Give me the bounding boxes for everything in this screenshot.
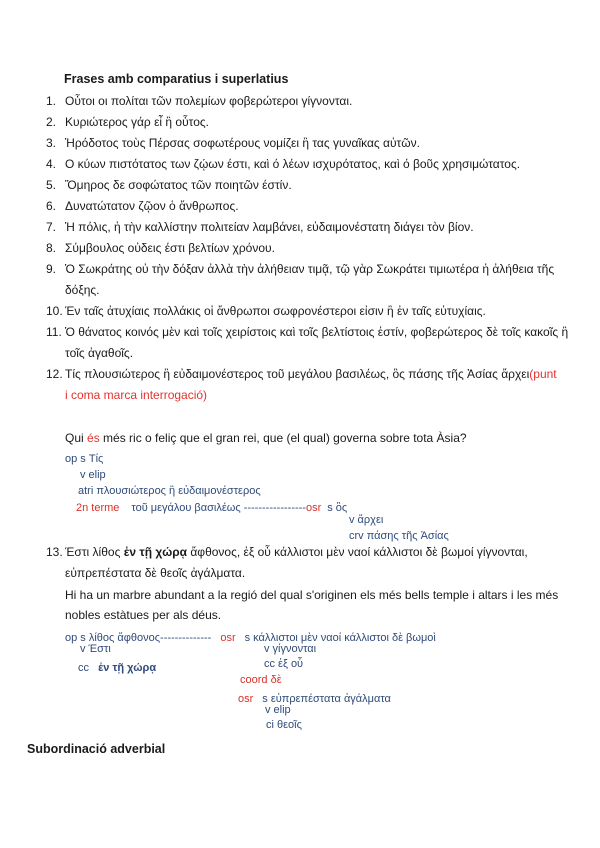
item-text: Έν ταῖς ἀτυχίαις πολλάκις οἱ ἄνθρωποι σωφρονέστεροι εἰσιν ἢ ἐν ταῖς εὐτυχίαις.: [65, 304, 486, 318]
translation-text: més ric o feliç que el gran rei, que (el qual) governa sobre tota Àsia?: [99, 431, 467, 445]
syntax-line: ci θεοῖς: [266, 719, 302, 731]
item-greek-bold: ἐν τῇ χώρᾳ: [123, 545, 188, 559]
syntax-text-bold: ἐν τῇ χώρᾳ: [98, 662, 157, 674]
syntax-line: op s Τίς: [65, 453, 104, 465]
syntax-text: op s λίθος ἄφθονος--------------: [65, 632, 212, 644]
syntax-text: τοῦ μεγάλου βασιλέως -----------------: [131, 502, 306, 514]
item-number: 12.: [46, 367, 63, 381]
item-number: 2.: [46, 115, 57, 129]
item-text: Ὁ Σωκράτης οὐ τὴν δόξαν ἀλλὰ τὴν ἀλήθειαν τιμᾷ, τῷ γὰρ Σωκράτει τιμιωτέρα ἡ ἀλήθεια τῆς: [65, 262, 555, 276]
item-text: Κυριώτερος γάρ εἶ ἢ οὗτος.: [65, 115, 210, 129]
syntax-tag: osr: [220, 632, 236, 644]
translation-highlight: és: [87, 431, 100, 445]
item-number: 1.: [46, 94, 57, 108]
section-title: Frases amb comparatius i superlatius: [64, 72, 289, 86]
item-text: τοῖς ἀγαθοῖς.: [65, 346, 134, 360]
syntax-text: cc: [78, 662, 93, 674]
syntax-line: [78, 658, 156, 676]
syntax-line: v Έστι: [80, 643, 111, 655]
syntax-tag: osr: [238, 693, 254, 705]
syntax-tag: 2n terme: [76, 502, 120, 514]
syntax-text: s εὐπρεπέστατα ἀγάλματα: [262, 693, 391, 705]
item-number: 7.: [46, 220, 57, 234]
syntax-line: coord δὲ: [240, 674, 282, 686]
item-text: Ὁ θάνατος κοινός μὲν καὶ τοῖς χειρίστοις καὶ τοῖς βελτίστοις ἐστίν, φοβερώτερος δὲ τοῖς κακοῖς ἢ: [65, 325, 569, 339]
item-text: δόξης.: [65, 283, 100, 297]
syntax-line: [65, 628, 436, 646]
syntax-line: v elip: [80, 469, 106, 481]
item-text: Σύμβουλος οὐδεις έστι βελτίων χρόνου.: [65, 241, 275, 255]
item-number: 10.: [46, 304, 63, 318]
syntax-text: s ὃς: [327, 502, 348, 514]
item-text: [65, 542, 528, 563]
syntax-line: v elip: [265, 704, 291, 716]
item-text: Ο κύων πιστότατος των ζῴων έστι, καὶ ό λέων ισχυρότατος, καὶ ό βοῦς χρησιμώτατος.: [65, 157, 521, 171]
item-number: 13.: [46, 545, 63, 559]
item-text: Ἡ πόλις, ἡ τὴν καλλίστην πολιτείαν λαμβάνει, εὐδαιμονέστατη διάγει τὸν βίον.: [65, 220, 474, 234]
translation-12: [65, 431, 467, 445]
item-greek: Έστι λίθος: [65, 545, 124, 559]
syntax-text: s κάλλιστοι μὲν ναοί κάλλιστοι δὲ βωμοὶ: [244, 632, 436, 644]
item-text: Οὗτοι οι πολίται τῶν πολεμίων φοβερώτεροι γίγνονται.: [65, 94, 353, 108]
item-greek: Τίς πλουσιώτερος ἢ εὐδαιμονέστερος τοῦ μεγάλου βασιλέως, ὃς πάσης τῆς Ἀσίας ἄρχει: [65, 367, 530, 381]
translation-text: nobles estàtues per als déus.: [65, 608, 222, 622]
translation-text: Hi ha un marbre abundant a la regió del qual s'originen els més bells temple i altars i les més: [65, 588, 559, 602]
item-number: 11.: [46, 325, 62, 339]
syntax-line: atri πλουσιώτερος ἢ εὐδαιμονέστερος: [78, 485, 261, 497]
item-text: [65, 364, 557, 385]
item-number: 3.: [46, 136, 57, 150]
translation-text: Qui: [65, 431, 88, 445]
item-number: 5.: [46, 178, 57, 192]
syntax-tag: osr: [305, 502, 322, 514]
item-text: Ὅμηρος δε σοφώτατος τῶν ποιητῶν έστίν.: [65, 178, 292, 192]
item-text: Δυνατώτατον ζῷον ὁ ἄνθρωπος.: [65, 199, 239, 213]
section-subtitle: Subordinació adverbial: [27, 742, 166, 756]
syntax-line: [76, 498, 347, 516]
syntax-line: v γίγνονται: [264, 643, 317, 655]
item-number: 9.: [46, 262, 57, 276]
item-note: i coma marca interrogació): [65, 388, 208, 402]
syntax-line: crv πάσης τῆς Ἀσίας: [349, 530, 449, 542]
item-note: (punt: [529, 367, 557, 381]
item-greek: ἄφθονος, ἐξ οὗ κάλλιστοι μὲν ναοί κάλλιστοι δὲ βωμοί γίγνονται,: [187, 545, 528, 559]
syntax-line: v ἄρχει: [349, 514, 384, 526]
item-text: εὐπρεπέστατα δὲ θεοῖς ἀγάλματα.: [65, 566, 246, 580]
syntax-line: cc ἐξ οὗ: [264, 658, 304, 670]
syntax-line: [238, 689, 391, 707]
item-number: 8.: [46, 241, 57, 255]
item-text: Ἡρόδοτος τοὺς Πέρσας σοφωτέρους νομίζει ἢ τας γυναῖκας αὐτῶν.: [65, 136, 420, 150]
item-number: 6.: [46, 199, 57, 213]
item-number: 4.: [46, 157, 57, 171]
